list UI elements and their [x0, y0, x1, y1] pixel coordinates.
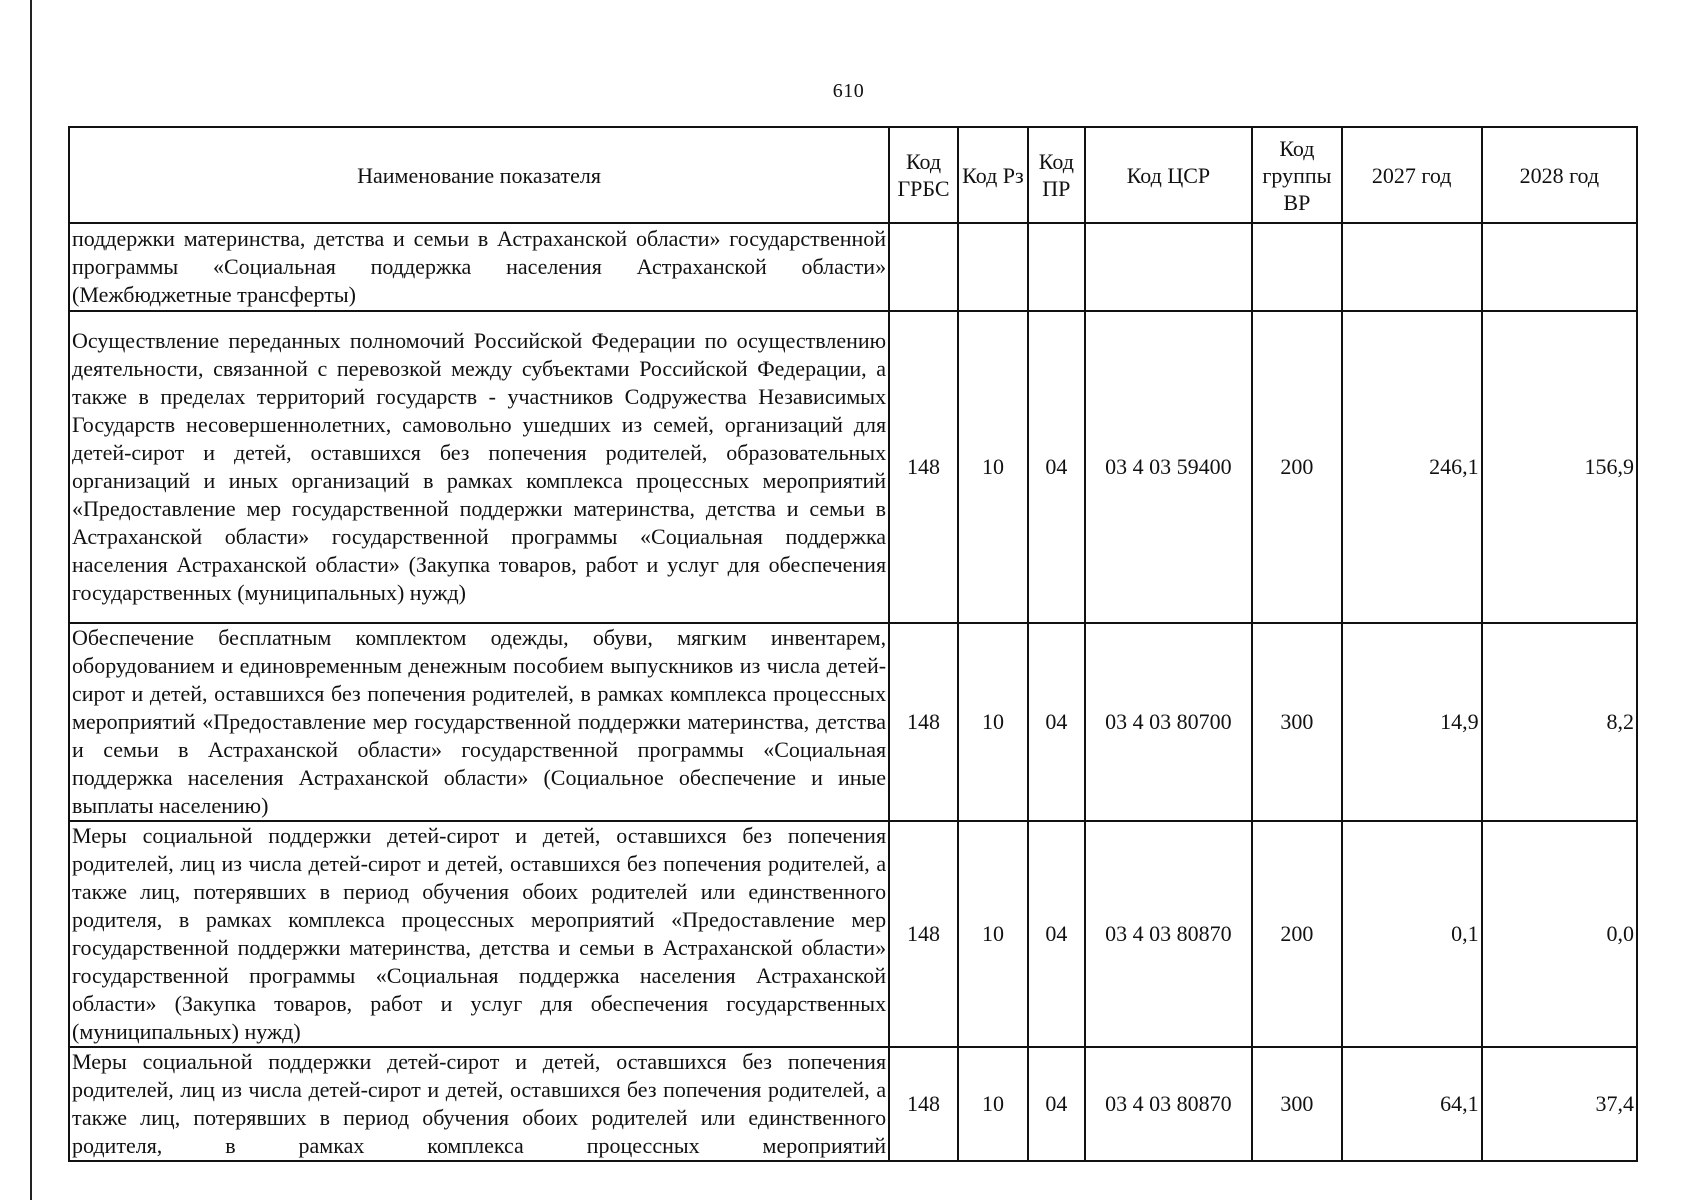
- table-row: [69, 223, 1637, 311]
- header-pr: Код ПР: [1028, 127, 1085, 223]
- table-row: [69, 311, 1637, 623]
- table-row: [69, 1047, 1637, 1161]
- row-pr: 04: [1028, 821, 1085, 1047]
- header-2028: 2028 год: [1482, 127, 1637, 223]
- row-rz: 10: [958, 311, 1028, 623]
- row-grbs: 148: [889, 1047, 958, 1161]
- row-grbs: 148: [889, 311, 958, 623]
- row-name: Обеспечение бесплатным комплектом одежды, обуви, мягким инвентарем, оборудованием и единовременным денежным пособием выпускников из числа детей-сирот и детей, оставшихся без попечения родителей, в рамках комплекса процессных мероприятий «Предоставление мер государственной поддержки материнства, детства и семьи в Астраханской области» государственной программы «Социальная поддержка населения Астраханской области» (Социальное обеспечение и иные выплаты населению): [69, 623, 889, 821]
- row-2028: [1482, 223, 1637, 311]
- row-2028: 0,0: [1482, 821, 1637, 1047]
- header-vr: Код группы ВР: [1252, 127, 1342, 223]
- row-vr: 300: [1252, 1047, 1342, 1161]
- header-name: Наименование показателя: [69, 127, 889, 223]
- row-pr: 04: [1028, 311, 1085, 623]
- row-rz: 10: [958, 821, 1028, 1047]
- row-grbs: 148: [889, 623, 958, 821]
- header-csr: Код ЦСР: [1085, 127, 1252, 223]
- row-csr: [1085, 223, 1252, 311]
- table-row: [69, 623, 1637, 821]
- row-vr: 200: [1252, 821, 1342, 1047]
- row-pr: 04: [1028, 1047, 1085, 1161]
- table-row: [69, 821, 1637, 1047]
- row-2028: 37,4: [1482, 1047, 1637, 1161]
- header-rz: Код Рз: [958, 127, 1028, 223]
- row-2027: 0,1: [1342, 821, 1482, 1047]
- row-name: Меры социальной поддержки детей-сирот и детей, оставшихся без попечения родителей, лиц из числа детей-сирот и детей, оставшихся без попечения родителей, а также лиц, потерявших в период обучения обоих родителей или единственного родителя, в рамках комплекса процессных мероприятий «Предоставление мер государственной поддержки материнства, детства и семьи в Астраханской области» государственной программы «Социальная поддержка населения Астраханской области» (Закупка товаров, работ и услуг для обеспечения государственных (муниципальных) нужд): [69, 821, 889, 1047]
- row-name: Осуществление переданных полномочий Российской Федерации по осуществлению деятельности, связанной с перевозкой между субъектами Российской Федерации, а также в пределах территорий государств - участников Содружества Независимых Государств несовершеннолетних, самовольно ушедших из семей, организаций для детей-сирот и детей, оставшихся без попечения родителей, образовательных организаций и иных организаций в рамках комплекса процессных мероприятий «Предоставление мер государственной поддержки материнства, детства и семьи в Астраханской области» государственной программы «Социальная поддержка населения Астраханской области» (Закупка товаров, работ и услуг для обеспечения государственных (муниципальных) нужд): [69, 311, 889, 623]
- row-grbs: [889, 223, 958, 311]
- row-2028: 156,9: [1482, 311, 1637, 623]
- row-csr: 03 4 03 80700: [1085, 623, 1252, 821]
- left-margin-rule: [30, 0, 32, 1200]
- row-name: Меры социальной поддержки детей-сирот и детей, оставшихся без попечения родителей, лиц из числа детей-сирот и детей, оставшихся без попечения родителей, а также лиц, потерявших в период обучения обоих родителей или единственного родителя, в рамках комплекса процессных мероприятий: [69, 1047, 889, 1161]
- row-vr: 200: [1252, 311, 1342, 623]
- row-2027: 246,1: [1342, 311, 1482, 623]
- row-vr: 300: [1252, 623, 1342, 821]
- row-2027: [1342, 223, 1482, 311]
- header-2027: 2027 год: [1342, 127, 1482, 223]
- row-2027: 14,9: [1342, 623, 1482, 821]
- row-rz: [958, 223, 1028, 311]
- budget-table: [68, 126, 1638, 1162]
- row-pr: [1028, 223, 1085, 311]
- table-header-row: [69, 127, 1637, 223]
- row-pr: 04: [1028, 623, 1085, 821]
- row-grbs: 148: [889, 821, 958, 1047]
- row-name: поддержки материнства, детства и семьи в Астраханской области» государственной программы «Социальная поддержка населения Астраханской области» (Межбюджетные трансферты): [69, 223, 889, 311]
- header-grbs: Код ГРБС: [889, 127, 958, 223]
- row-rz: 10: [958, 623, 1028, 821]
- row-csr: 03 4 03 59400: [1085, 311, 1252, 623]
- row-rz: 10: [958, 1047, 1028, 1161]
- row-vr: [1252, 223, 1342, 311]
- page-number: 610: [832, 80, 865, 102]
- row-csr: 03 4 03 80870: [1085, 821, 1252, 1047]
- row-2028: 8,2: [1482, 623, 1637, 821]
- row-csr: 03 4 03 80870: [1085, 1047, 1252, 1161]
- row-2027: 64,1: [1342, 1047, 1482, 1161]
